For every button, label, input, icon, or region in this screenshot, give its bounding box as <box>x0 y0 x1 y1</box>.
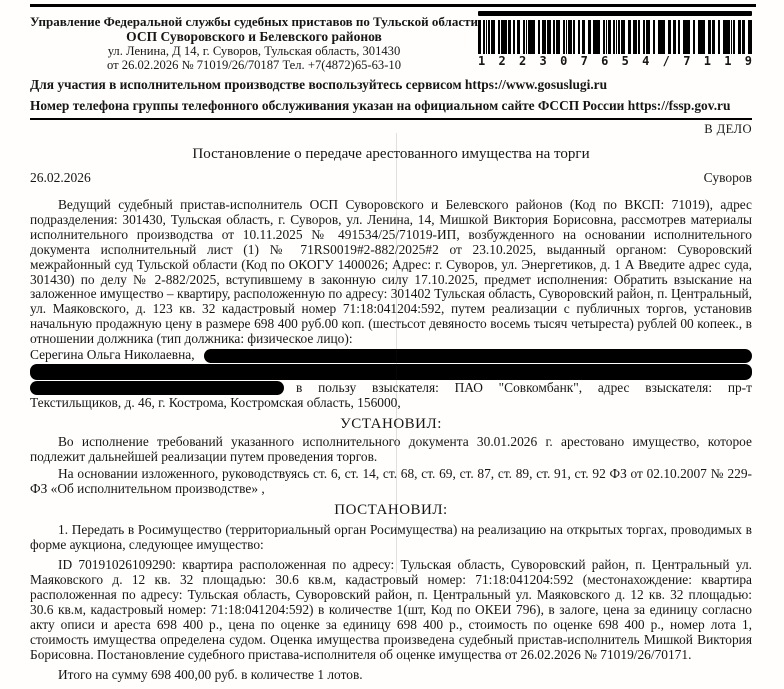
document-city: Суворов <box>703 170 752 185</box>
heading-postanovil: ПОСТАНОВИЛ: <box>334 502 448 519</box>
date-city-row <box>30 169 752 186</box>
letterhead-row <box>30 11 752 72</box>
fssp-phone-notice-line: Номер телефона группы телефонного обслуживания указан на официальном сайте ФССП России https://fssp.gov.ru <box>30 98 731 113</box>
top-border-line <box>30 4 756 7</box>
barcode-image <box>478 20 752 54</box>
document-title: Постановление о передаче арестованного имущества на торги <box>192 146 590 162</box>
org-name-line1: Управление Федеральной службы судебных приставов по Тульской области <box>30 14 478 29</box>
document-date: 26.02.2026 <box>30 170 91 185</box>
barcode <box>478 11 752 68</box>
claimant-line <box>30 381 752 396</box>
document-reference-line: от 26.02.2026 № 71019/26/70187 Тел. +7(4872)65-63-10 <box>106 58 401 72</box>
preamble-paragraph: Ведущий судебный пристав-исполнитель ОСП Суворовского и Белевского районов (Код по ВКСП: 71019), адрес подразделения: 301430, Тульская область, г. Суворов, ул. Ленина, 14, Мишкой Виктория Борисовна, рассмотрев материалы исполнительного производства от 10.11.2025 № 491534/25/71019-ИП, возбужденного на основании исполнительного документа исполнительный лист (1) № 71RS0019#2-882/2025#2 от 23.10.2025, выданный органом: Суворовский межрайонный суд Тульской области (Код по ОКОГУ 1400026; Адрес: г. Суворов, ул. Энергетиков, д. 1 А Введите адрес суда, 301430) по делу № 2-882/2025, вступившему в законную силу 17.10.2025, предмет исполнения: Обратить взыскание на заложенное имущество – квартиру, расположенную по адресу: 301402 Тульская область, Суворовский район, п. Центральный, ул. Маяковского, д. 123 кв. 32 кадастровый номер 71:18:041204:592, путем реализации с публичных торгов, установив начальную продажную цену в размере 698 400 руб.00 коп. (шестьсот девяносто восемь тысяч четыреста) рублей 00 копеек., в отношении должника (тип должника: физическое лицо): <box>30 197 752 347</box>
scan-fold-line <box>396 133 397 573</box>
claimant-text-line2: Текстильщиков, д. 46, г. Кострома, Костромская область, 156000, <box>30 394 401 410</box>
property-description-paragraph: ID 70191026109290: квартира расположенная по адресу: Тульская область, Суворовский район, п. Центральный ул. Маяковского д. 12 кв. 32 площадью: 30.6 кв.м, кадастровый номер: 71:18:041204:592 (местонахождение: квартира расположенная по адресу: Тульская область, Суворовский район, п. Центральный ул. Маяковского д. 12 кв. 32 площадью: 30.6 кв.м, кадастровый номер: 71:18:041204:592) в количестве 1(шт, Код по ОКЕИ 796), в залоге, цена за единицу согласно акту описи и ареста 698 400 р., цена по оценке за единицу 698 400 р., стоимость по оценке 698 400 р., номер лота 1, стоимость имущества определена судом. Оценка имущества произведена судебный пристав-исполнитель Мишкой Виктория Борисовна. Постановление судебного пристава-исполнителя об оценке имущества от 26.02.2026 № 71019/26/70171. <box>30 557 752 662</box>
debtor-line <box>30 348 752 363</box>
redaction-bar-1 <box>204 349 752 363</box>
org-address-line: ул. Ленина, Д 14, г. Суворов, Тульская область, 301430 <box>107 44 401 58</box>
header-divider-line <box>30 118 752 120</box>
barcode-digits: 1 2 2 3 0 7 6 5 4 / 7 1 1 9 <box>477 54 752 68</box>
case-file-stamp: В ДЕЛО <box>704 122 752 136</box>
legal-basis-paragraph: На основании изложенного, руководствуясь ст. 6, ст. 14, ст. 68, ст. 69, ст. 87, ст. 89, ст. 91, ст. 92 ФЗ от 02.10.2007 № 229-ФЗ «Об исполнительном производстве» , <box>30 465 752 496</box>
redaction-bar-2 <box>30 364 752 380</box>
gosuslugi-notice-line: Для участия в исполнительном производстве воспользуйтесь сервисом https://www.gosuslugi.ru <box>30 77 608 92</box>
org-name-line2: ОСП Суворовского и Белевского районов <box>126 29 382 44</box>
transfer-order-paragraph: 1. Передать в Росимущество (территориальный орган Росимущества) на реализацию на открытых торгах, проводимых в форме аукциона, следующее имущество: <box>30 522 752 553</box>
barcode-top-bar <box>478 11 752 16</box>
established-paragraph: Во исполнение требований указанного исполнительного документа 30.01.2026 г. арестовано имущество, которое подлежит дальнейшей реализации путем проведения торгов. <box>30 433 752 464</box>
letterhead <box>30 11 478 72</box>
claimant-text-line1: в пользу взыскателя: ПАО "Совкомбанк", адрес взыскателя: пр-т <box>296 379 752 395</box>
debtor-name: Серегина Ольга Николаевна, <box>30 347 195 363</box>
redaction-bar-3 <box>30 381 284 395</box>
total-amount-line: Итого на сумму 698 400,00 руб. в количестве 1 лотов. <box>58 666 363 682</box>
heading-ustanovil: УСТАНОВИЛ: <box>340 415 442 432</box>
